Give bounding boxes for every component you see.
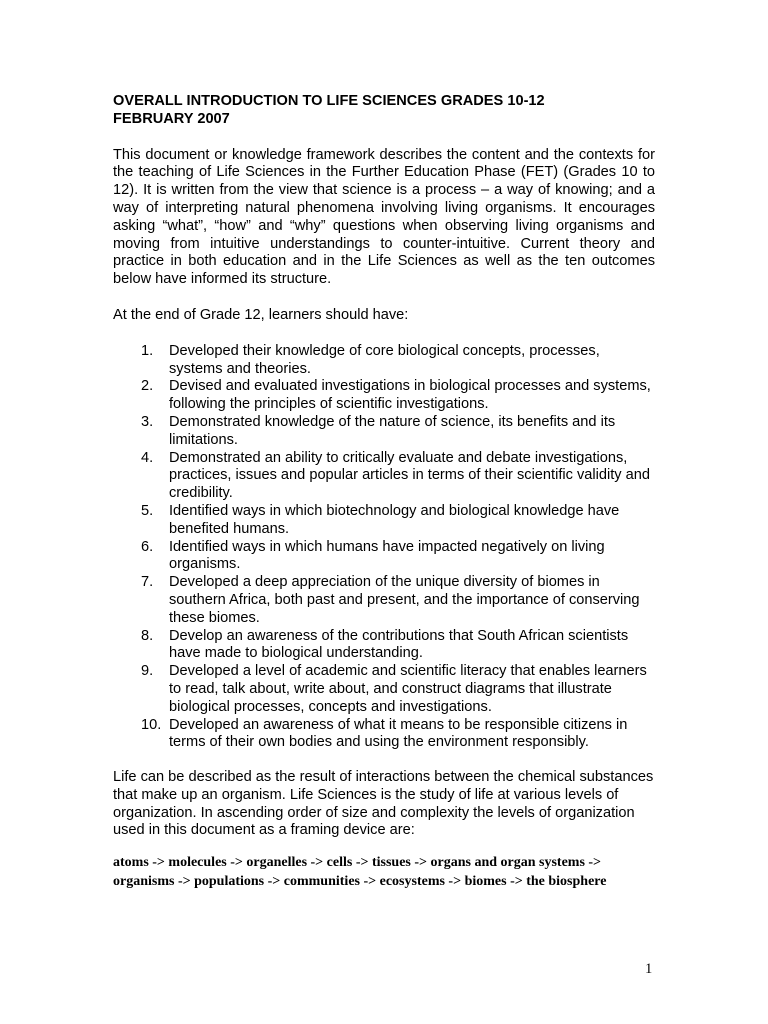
list-item	[113, 450, 655, 503]
life-paragraph: Life can be described as the result of interactions between the chemical substances that make up an organism. Life Sciences is the study of life at various levels of organization. In ascending order of size and complexity the levels of organization used in this document as a framing device are:	[113, 769, 654, 839]
list-item-text: Developed an awareness of what it means to be responsible citizens in terms of their own bodies and using the environment responsibly.	[169, 716, 628, 751]
list-item-text: Developed their knowledge of core biological concepts, processes, systems and theories.	[169, 342, 600, 377]
list-item	[113, 539, 655, 575]
list-item	[113, 574, 655, 627]
list-item-text: Identified ways in which humans have impacted negatively on living organisms.	[169, 538, 605, 573]
list-item	[113, 414, 655, 450]
list-item-number: 2.	[141, 378, 154, 395]
page-number: 1	[645, 961, 653, 977]
list-item	[113, 628, 655, 664]
list-item	[113, 717, 655, 753]
list-item-number: 3.	[141, 413, 154, 430]
title-line-1: OVERALL INTRODUCTION TO LIFE SCIENCES GRADES 10-12	[113, 93, 545, 109]
list-item-number: 5.	[141, 502, 154, 519]
list-item	[113, 378, 655, 414]
list-item-number: 4.	[141, 449, 154, 466]
list-item-text: Demonstrated knowledge of the nature of science, its benefits and its limitations.	[169, 413, 616, 448]
list-item-number: 6.	[141, 538, 154, 555]
levels-line-2: organisms -> populations -> communities -> ecosystems -> biomes -> the biosphere	[113, 873, 607, 889]
list-item-number: 8.	[141, 627, 154, 644]
outcomes-list	[113, 343, 655, 752]
list-item-text: Develop an awareness of the contributions that South African scientists have made to biological understanding.	[169, 627, 629, 662]
list-item-text: Identified ways in which biotechnology and biological knowledge have benefited humans.	[169, 502, 620, 537]
list-item-text: Developed a level of academic and scientific literacy that enables learners to read, talk about, write about, and construct diagrams that illustrate biological processes, concepts and investigations.	[169, 663, 647, 715]
document-page	[113, 93, 655, 905]
list-item-number: 1.	[141, 342, 154, 359]
list-item-number: 10.	[141, 716, 162, 733]
levels-of-organization	[113, 854, 673, 891]
list-item-number: 7.	[141, 574, 154, 591]
list-item-text: Developed a deep appreciation of the unique diversity of biomes in southern Africa, both past and present, and the importance of conserving these biomes.	[169, 574, 640, 626]
list-item-text: Demonstrated an ability to critically evaluate and debate investigations, practices, issues and popular articles in terms of their scientific validity and credibility.	[169, 449, 650, 502]
intro-paragraph: This document or knowledge framework describes the content and the contexts for the teaching of Life Sciences in the Further Education Phase (FET) (Grades 10 to 12). It is written from the view that science is a process – a way of knowing; and a way of interpreting natural phenomena involving living organisms. It encourages asking “what”, “how” and “why” questions when observing living organisms and moving from intuitive understandings to counter-intuitive. Current theory and practice in both education and in the Life Sciences as well as the ten outcomes below have informed its structure.	[113, 146, 655, 288]
list-item	[113, 503, 655, 539]
list-item	[113, 343, 655, 379]
list-item	[113, 663, 655, 716]
outcomes-lead-in: At the end of Grade 12, learners should have:	[113, 306, 409, 323]
list-item-number: 9.	[141, 663, 154, 680]
document-title	[113, 93, 655, 129]
levels-line-1: atoms -> molecules -> organelles -> cells -> tissues -> organs and organ systems ->	[113, 855, 602, 871]
list-item-text: Devised and evaluated investigations in biological processes and systems, following the principles of scientific investigations.	[169, 378, 651, 413]
title-line-2: FEBRUARY 2007	[113, 110, 230, 127]
